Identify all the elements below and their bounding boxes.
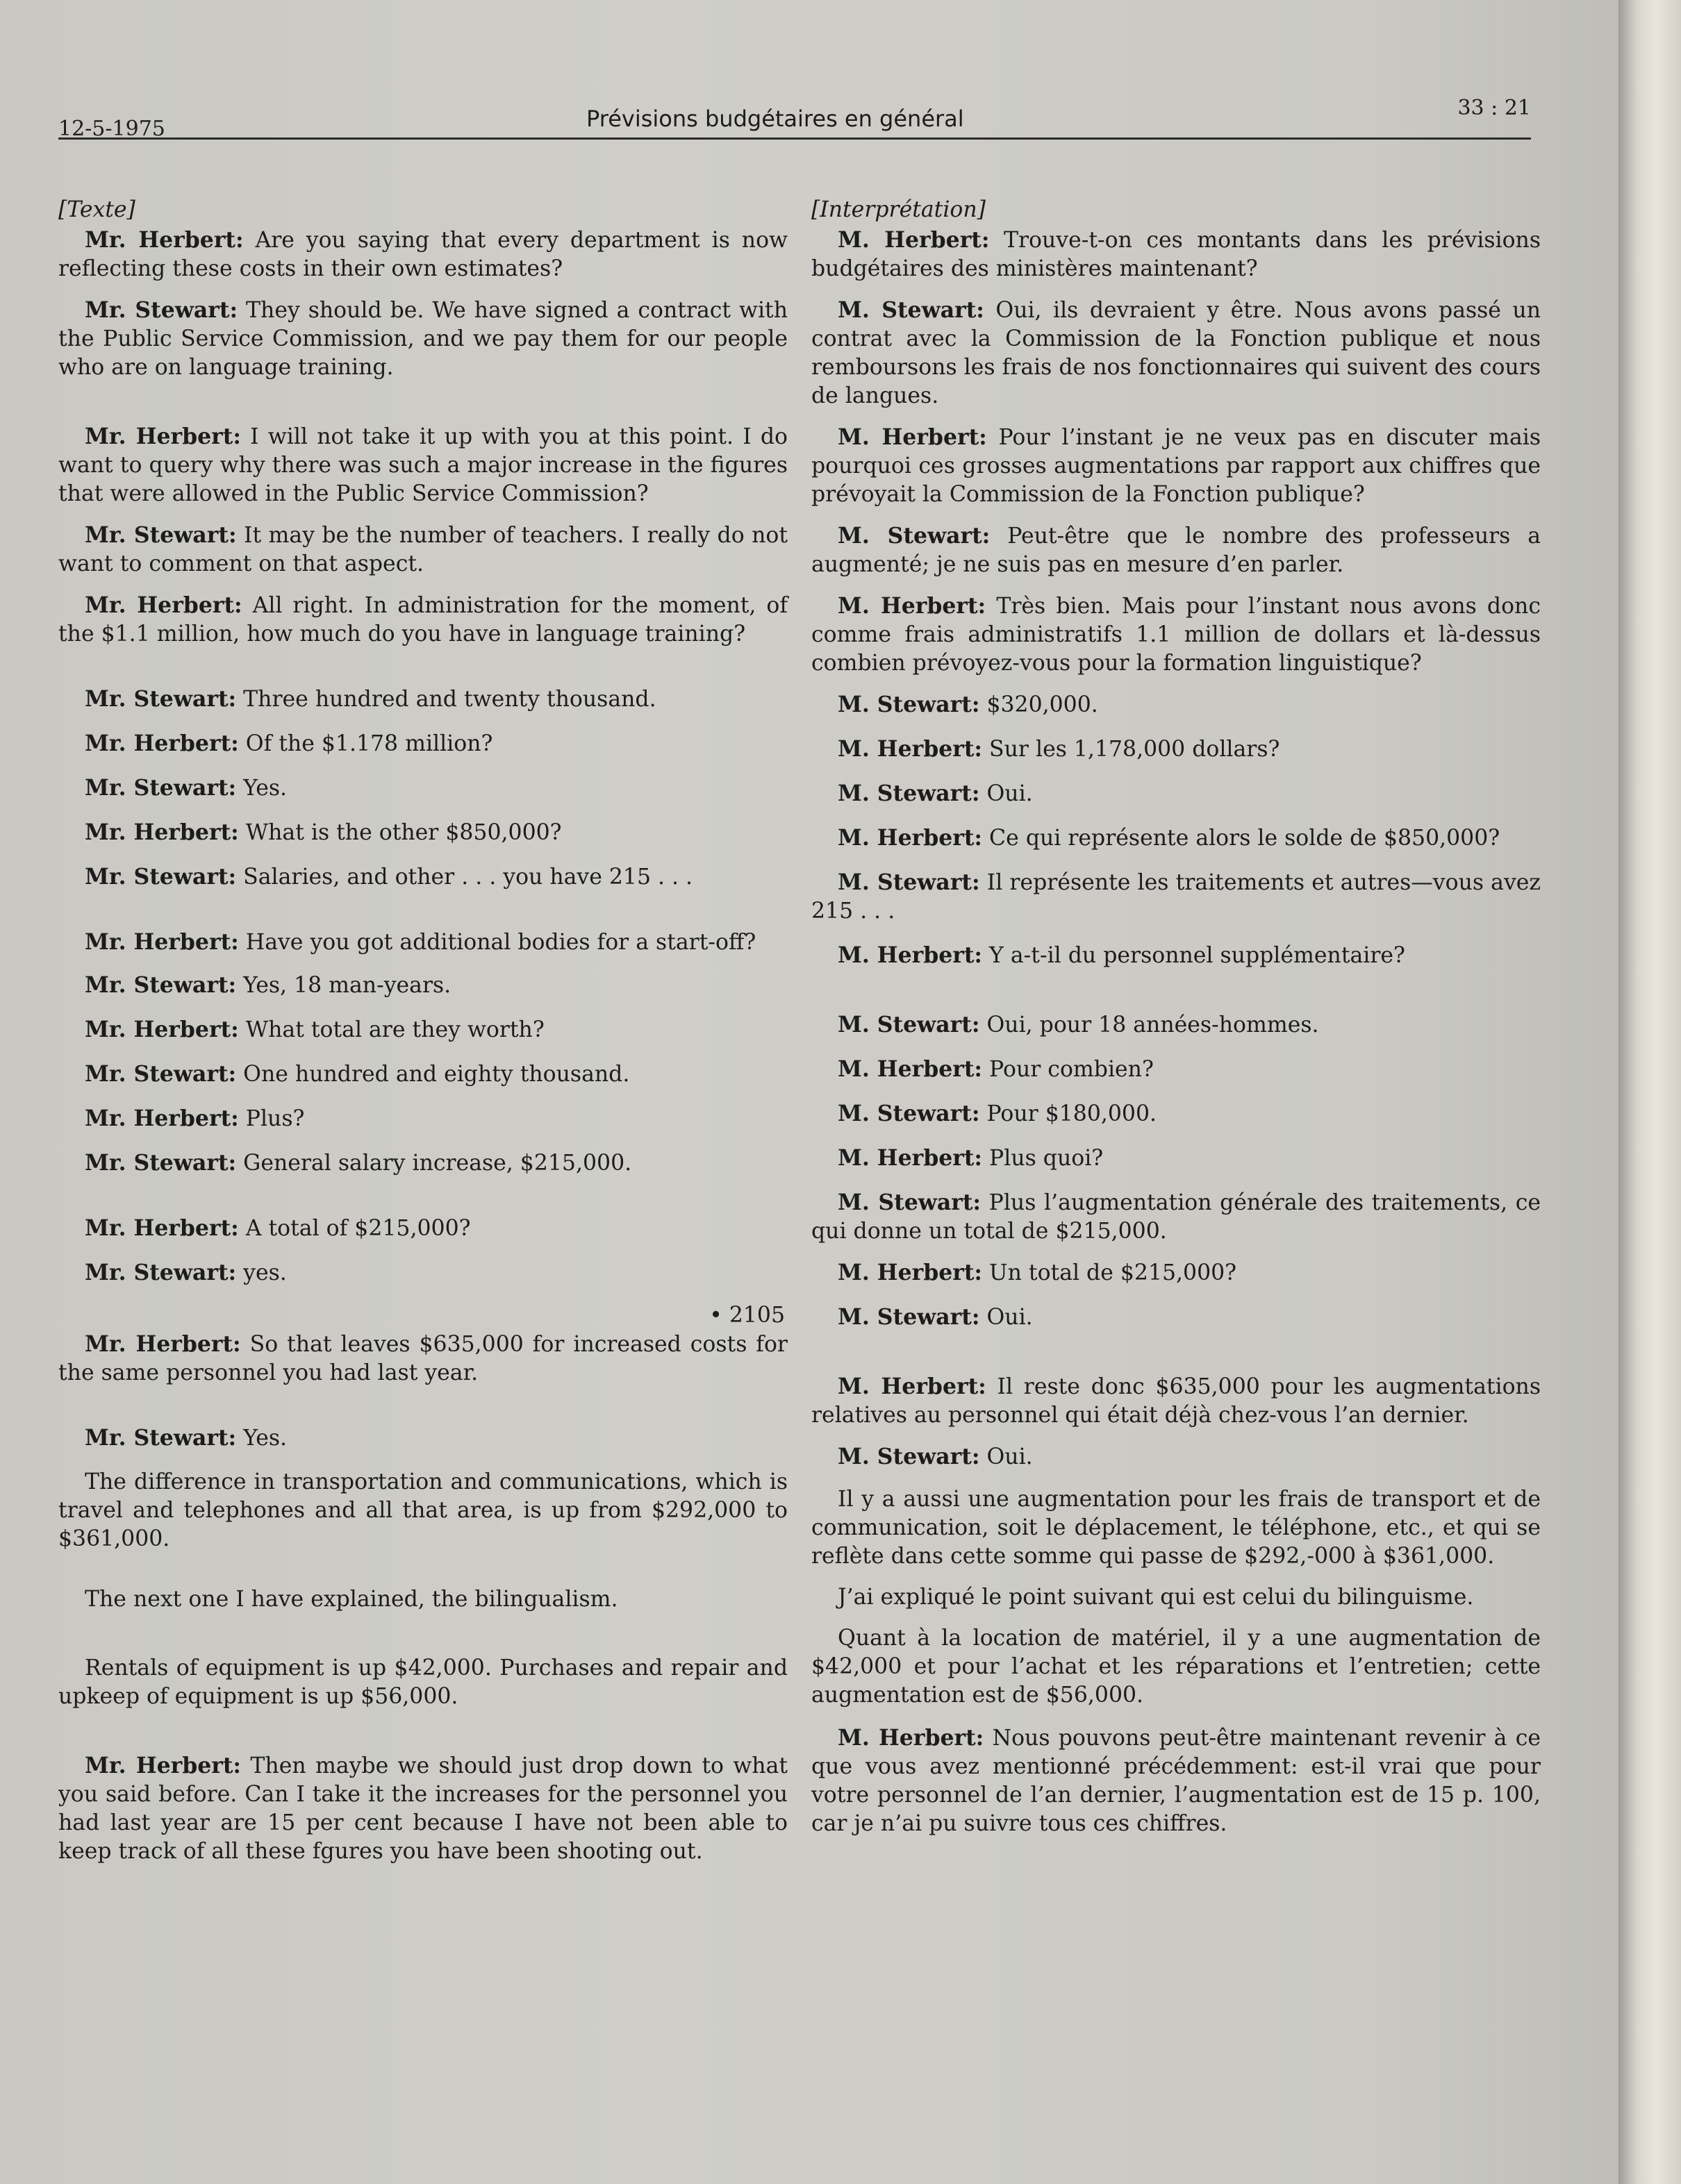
paragraph-text: One hundred and eighty thousand. bbox=[236, 1062, 630, 1087]
paragraph-text: Plus l’augmentation générale des traitements, ce qui donne un total de $215,000. bbox=[811, 1190, 1541, 1244]
transcript-paragraph bbox=[58, 422, 788, 508]
transcript-paragraph bbox=[811, 735, 1541, 764]
transcript-paragraph bbox=[811, 779, 1541, 808]
speaker-name: Mr. Stewart: bbox=[85, 1425, 237, 1451]
paragraph-text: Yes, 18 man-years. bbox=[236, 973, 452, 998]
transcript-paragraph bbox=[58, 685, 788, 714]
paragraph-text: Y a-t-il du personnel supplémentaire? bbox=[982, 943, 1405, 968]
speaker-name: Mr. Stewart: bbox=[85, 1260, 237, 1285]
paragraph-text: Il reste donc $635,000 pour les augmentations relatives au personnel qui était déjà chez-vous l’an dernier. bbox=[811, 1374, 1541, 1428]
transcript-paragraph bbox=[58, 1468, 788, 1553]
speaker-name: Mr. Herbert: bbox=[85, 929, 239, 955]
paragraph-text: Oui, ils devraient y être. Nous avons passé un contrat avec la Commission de la Fonction publique et nous remboursons les frais de nos fonctionnaires qui suivent des cours de langues. bbox=[811, 298, 1541, 408]
transcript-paragraph bbox=[58, 1585, 788, 1614]
page-edge bbox=[1618, 0, 1681, 2184]
paragraph-text: The difference in transportation and communications, which is travel and telephones and all that area, is up from $292,000 to $361,000. bbox=[58, 1469, 788, 1551]
speaker-name: M. Stewart: bbox=[838, 692, 980, 717]
transcript-paragraph bbox=[811, 296, 1541, 410]
transcript-paragraph bbox=[58, 862, 788, 892]
transcript-paragraph bbox=[58, 1654, 788, 1711]
speaker-name: M. Stewart: bbox=[838, 1101, 980, 1126]
transcript-paragraph bbox=[58, 1015, 788, 1044]
speaker-name: M. Stewart: bbox=[838, 869, 980, 895]
speaker-name: M. Stewart: bbox=[838, 297, 984, 323]
header-date: 12-5-1975 bbox=[58, 117, 165, 141]
speaker-name: M. Stewart: bbox=[838, 523, 991, 549]
paragraph-text: Yes. bbox=[236, 776, 288, 801]
paragraph-text: Peut-être que le nombre des professeurs a augmenté; je ne suis pas en mesure d’en parler. bbox=[811, 524, 1541, 577]
speaker-name: Mr. Herbert: bbox=[85, 592, 242, 618]
speaker-name: Mr. Stewart: bbox=[85, 775, 237, 801]
paragraph-text: Pour l’instant je ne veux pas en discuter mais pourquoi ces grosses augmentations par rapport aux chiffres que prévoyait la Commission de la Fonction publique? bbox=[811, 425, 1541, 507]
paragraph-text: $320,000. bbox=[979, 692, 1098, 717]
speaker-name: Mr. Herbert: bbox=[85, 1106, 239, 1131]
paragraph-text: All right. In administration for the moment, of the $1.1 million, how much do you have in language training? bbox=[58, 593, 788, 647]
paragraph-text: Have you got additional bodies for a start-off? bbox=[238, 930, 756, 955]
transcript-paragraph bbox=[811, 522, 1541, 579]
paragraph-text: Quant à la location de matériel, il y a une augmentation de $42,000 et pour l’achat et les réparations et l’entretien; cette augmentation est de $56,000. bbox=[811, 1626, 1541, 1708]
speaker-name: Mr. Stewart: bbox=[85, 972, 237, 998]
speaker-name: Mr. Stewart: bbox=[85, 686, 237, 712]
transcript-paragraph bbox=[58, 1330, 788, 1387]
paragraph-text: Trouve-t-on ces montants dans les prévisions budgétaires des ministères maintenant? bbox=[811, 228, 1541, 281]
paragraph-text: Oui. bbox=[979, 1444, 1033, 1469]
page-header bbox=[58, 96, 1531, 140]
transcript-paragraph bbox=[58, 818, 788, 847]
speaker-name: Mr. Herbert: bbox=[85, 1215, 239, 1241]
transcript-paragraph bbox=[811, 1583, 1541, 1612]
time-marker: • 2105 bbox=[709, 1303, 785, 1328]
speaker-name: Mr. Stewart: bbox=[85, 297, 238, 323]
speaker-name: M. Herbert: bbox=[838, 1374, 986, 1399]
speaker-name: M. Herbert: bbox=[838, 227, 990, 253]
transcript-paragraph bbox=[811, 941, 1541, 970]
paragraph-text: Plus quoi? bbox=[982, 1146, 1104, 1171]
speaker-name: Mr. Stewart: bbox=[85, 864, 237, 890]
transcript-paragraph bbox=[58, 521, 788, 578]
speaker-name: M. Stewart: bbox=[838, 1190, 982, 1215]
paragraph-text: Then maybe we should just drop down to what you said before. Can I take it the increases for the personnel you had last year are 15 per cent because I have not been able to keep track of all these fgures you have been shooting out. bbox=[58, 1753, 788, 1864]
speaker-name: M. Herbert: bbox=[838, 825, 983, 851]
transcript-paragraph bbox=[811, 423, 1541, 509]
transcript-paragraph bbox=[811, 1485, 1541, 1571]
english-column-label: [Texte] bbox=[58, 197, 135, 222]
paragraph-text: Three hundred and twenty thousand. bbox=[236, 687, 656, 712]
speaker-name: Mr. Herbert: bbox=[85, 1753, 242, 1778]
transcript-paragraph bbox=[58, 774, 788, 803]
transcript-paragraph bbox=[58, 296, 788, 382]
transcript-paragraph bbox=[811, 1099, 1541, 1128]
paragraph-text: They should be. We have signed a contract with the Public Service Commission, and we pay them for our people who are on language training. bbox=[58, 298, 788, 380]
paragraph-text: Oui. bbox=[979, 781, 1033, 806]
transcript-paragraph bbox=[811, 1303, 1541, 1332]
transcript-paragraph bbox=[58, 1214, 788, 1243]
header-page-number: 33 : 21 bbox=[1457, 96, 1531, 120]
paragraph-text: Un total de $215,000? bbox=[982, 1260, 1237, 1285]
transcript-paragraph bbox=[58, 928, 788, 957]
paragraph-text: Ce qui représente alors le solde de $850,000? bbox=[982, 826, 1500, 851]
paragraph-text: yes. bbox=[236, 1260, 287, 1285]
speaker-name: Mr. Stewart: bbox=[85, 1150, 237, 1176]
speaker-name: M. Herbert: bbox=[838, 1145, 983, 1171]
transcript-paragraph bbox=[811, 226, 1541, 283]
paragraph-text: Oui. bbox=[979, 1305, 1033, 1330]
transcript-paragraph bbox=[811, 824, 1541, 853]
transcript-paragraph bbox=[58, 971, 788, 1000]
french-column-label: [Interprétation] bbox=[811, 197, 986, 222]
transcript-paragraph bbox=[58, 591, 788, 649]
speaker-name: M. Stewart: bbox=[838, 781, 980, 806]
paragraph-text: What is the other $850,000? bbox=[238, 820, 562, 845]
speaker-name: M. Herbert: bbox=[838, 1056, 983, 1082]
speaker-name: Mr. Herbert: bbox=[85, 1331, 241, 1357]
paragraph-text: Of the $1.178 million? bbox=[238, 731, 493, 756]
transcript-paragraph bbox=[811, 1144, 1541, 1173]
paragraph-text: Pour $180,000. bbox=[979, 1101, 1157, 1126]
paragraph-text: Plus? bbox=[238, 1106, 305, 1131]
speaker-name: Mr. Herbert: bbox=[85, 227, 244, 253]
transcript-paragraph bbox=[811, 1188, 1541, 1246]
speaker-name: Mr. Stewart: bbox=[85, 522, 237, 548]
transcript-paragraph bbox=[811, 1442, 1541, 1472]
transcript-paragraph bbox=[58, 1258, 788, 1287]
paragraph-text: General salary increase, $215,000. bbox=[236, 1151, 632, 1176]
speaker-name: Mr. Herbert: bbox=[85, 819, 239, 845]
transcript-paragraph bbox=[811, 592, 1541, 678]
speaker-name: M. Stewart: bbox=[838, 1012, 980, 1037]
speaker-name: M. Herbert: bbox=[838, 424, 987, 450]
transcript-paragraph bbox=[811, 1055, 1541, 1084]
paragraph-text: Oui, pour 18 années-hommes. bbox=[979, 1012, 1319, 1037]
speaker-name: M. Herbert: bbox=[838, 593, 986, 619]
speaker-name: M. Stewart: bbox=[838, 1444, 980, 1469]
speaker-name: M. Stewart: bbox=[838, 1304, 980, 1330]
transcript-paragraph bbox=[58, 1060, 788, 1089]
speaker-name: Mr. Herbert: bbox=[85, 731, 239, 756]
paragraph-text: J’ai expliqué le point suivant qui est celui du bilinguisme. bbox=[838, 1585, 1474, 1610]
transcript-paragraph bbox=[58, 1424, 788, 1453]
paragraph-text: Salaries, and other . . . you have 215 . . . bbox=[236, 865, 693, 890]
transcript-paragraph bbox=[811, 1010, 1541, 1040]
speaker-name: M. Herbert: bbox=[838, 736, 983, 762]
paragraph-text: Il représente les traitements et autres—vous avez 215 . . . bbox=[811, 870, 1541, 924]
transcript-paragraph bbox=[58, 226, 788, 283]
speaker-name: M. Herbert: bbox=[838, 1725, 984, 1751]
paragraph-text: I will not take it up with you at this point. I do want to query why there was such a major increase in the figures that were allowed in the Public Service Commission? bbox=[58, 424, 788, 506]
transcript-paragraph bbox=[811, 1724, 1541, 1838]
speaker-name: Mr. Herbert: bbox=[85, 424, 241, 449]
paragraph-text: Il y a aussi une augmentation pour les frais de transport et de communication, soit le déplacement, le téléphone, etc., et qui se reflète dans cette somme qui passe de $292,-000 à $361,000. bbox=[811, 1487, 1541, 1569]
transcript-paragraph bbox=[58, 1149, 788, 1178]
transcript-paragraph bbox=[811, 1372, 1541, 1430]
french-column bbox=[811, 196, 1541, 1838]
transcript-paragraph bbox=[58, 1751, 788, 1866]
transcript-paragraph bbox=[811, 1258, 1541, 1287]
transcript-paragraph bbox=[811, 868, 1541, 926]
paragraph-text: What total are they worth? bbox=[238, 1017, 545, 1042]
speaker-name: M. Herbert: bbox=[838, 942, 983, 968]
paragraph-text: So that leaves $635,000 for increased costs for the same personnel you had last year. bbox=[58, 1332, 788, 1385]
speaker-name: M. Herbert: bbox=[838, 1260, 983, 1285]
english-column bbox=[58, 196, 788, 1866]
transcript-paragraph bbox=[58, 729, 788, 758]
paragraph-text: The next one I have explained, the bilingualism. bbox=[85, 1587, 618, 1612]
transcript-paragraph bbox=[58, 1104, 788, 1133]
paragraph-text: Très bien. Mais pour l’instant nous avons donc comme frais administratifs 1.1 million de dollars et là-dessus combien prévoyez-vous pour la formation linguistique? bbox=[811, 594, 1541, 676]
transcript-paragraph bbox=[811, 1624, 1541, 1710]
paragraph-text: It may be the number of teachers. I really do not want to comment on that aspect. bbox=[58, 523, 788, 576]
speaker-name: Mr. Stewart: bbox=[85, 1061, 237, 1087]
paragraph-text: Are you saying that every department is now reflecting these costs in their own estimates? bbox=[58, 228, 788, 281]
paragraph-text: Nous pouvons peut-être maintenant revenir à ce que vous avez mentionné précédemment: est-il vrai que pour votre personnel de l’an dernier, l’augmentation est de 15 p. 100, car je n’ai pu suivre tous ces chiffres. bbox=[811, 1726, 1541, 1836]
paragraph-text: Yes. bbox=[236, 1426, 288, 1451]
paragraph-text: Sur les 1,178,000 dollars? bbox=[982, 737, 1280, 762]
paragraph-text: Pour combien? bbox=[982, 1057, 1154, 1082]
paragraph-text: Rentals of equipment is up $42,000. Purchases and repair and upkeep of equipment is up $56,000. bbox=[58, 1656, 788, 1709]
speaker-name: Mr. Herbert: bbox=[85, 1017, 239, 1042]
transcript-paragraph bbox=[811, 690, 1541, 719]
header-title: Prévisions budgétaires en général bbox=[586, 106, 964, 132]
paragraph-text: A total of $215,000? bbox=[238, 1216, 471, 1241]
